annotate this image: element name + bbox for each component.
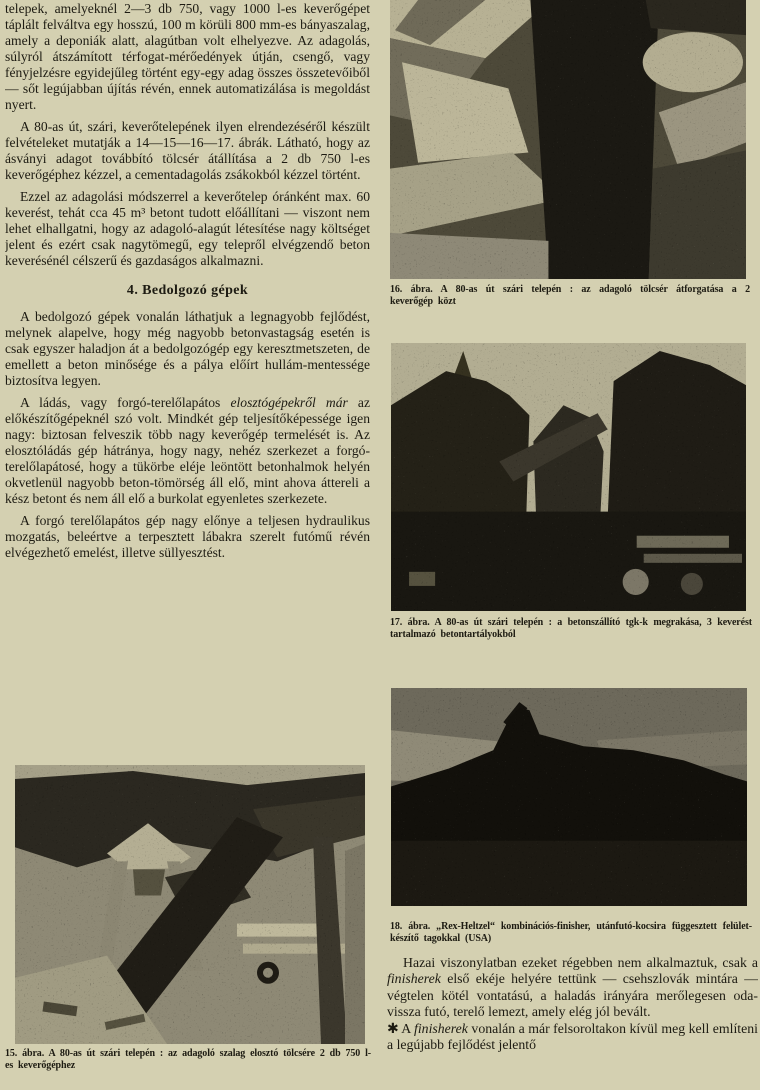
- figure-18-photo: [391, 688, 747, 906]
- body-paragraph: [5, 395, 370, 507]
- body-paragraph: [5, 119, 370, 183]
- paragraph-text-italic: finisherek: [387, 971, 441, 987]
- section-heading: 4. Bedolgozó gépek: [126, 283, 249, 298]
- figure-17-photo-art: [391, 343, 746, 611]
- figure-18-photo-art: [391, 688, 747, 906]
- figure-16-photo: [390, 0, 746, 279]
- body-paragraph: [5, 513, 370, 561]
- body-paragraph: [387, 955, 758, 1021]
- paragraph-text: Hazai viszonylatban ezeket régebben nem alkalmaztuk, csak a: [403, 955, 758, 970]
- figure-15-photo-art: [15, 765, 365, 1044]
- figure-16-photo-art: [390, 0, 746, 279]
- figure-16-caption: 16. ábra. A 80-as út szári telepén : az adagoló tölcsér átforgatása a 2 keverőgép közt: [390, 284, 750, 307]
- paragraph-text: ✱ A: [387, 1020, 415, 1036]
- paragraph-text: telepek, amelyeknél 2—3 db 750, vagy 1000 l-es keverőgépet táplált felváltva egy hosszú, 100 m körüli 800 mm-es bányaszalag, amely a deponiák alatt, alagútban volt elhelyezve. Az adagolás, súlyról átszámított térfogat-mérőedények útján, csengő, vagy fényjelzésre egyidejűleg történt egy-egy adag összes összetevőiből — sőt legújabban újítás révén, ennek automatizálása is megoldást nyert.: [5, 1, 370, 112]
- paragraph-text: Ezzel az adagolási módszerrel a keverőtelep óránként max. 60 keverést, tehát cca 45 m³ betont tudott előállítani — viszont nem lehet elhallgatni, hogy az adagoló-alagút létesítése nagy költséget jelent és ezért csak nagytömegű, egy telepről elvégzendő beton keverésénél célszerű és gazdaságos alkalmazni.: [5, 189, 370, 268]
- paragraph-text: A bedolgozó gépek vonalán láthatjuk a legnagyobb fejlődést, melynek alapelve, hogy még nagyobb betonvastagság esetén is csak egyszer haladjon át a bedolgozógép egy keresztmetszeten, de emellett a beton minősége és a pálya előírt hullám-mentessége biztosítva legyen.: [5, 309, 370, 388]
- body-paragraph: [5, 1, 370, 113]
- footnote-paragraph: [387, 1021, 758, 1054]
- figure-18-caption: 18. ábra. „Rex-Heltzel“ kombinációs-finisher, utánfutó-kocsira függesztett felület-készítő tagokkal (USA): [390, 921, 752, 944]
- figure-17-photo: [391, 343, 746, 611]
- figure-15-photo: [15, 765, 365, 1044]
- paragraph-text-italic: elosztógépekről már: [230, 395, 348, 410]
- body-paragraph: [5, 189, 370, 269]
- paragraph-text: A forgó terelőlapátos gép nagy előnye a teljesen hydraulikus mozgatás, beleértve a terpesztett lábakra szerelt futómű révén elvégezhető emelést, illetve süllyesztést.: [5, 513, 370, 560]
- paragraph-text-italic: finisherek: [414, 1020, 468, 1036]
- paragraph-text: első ekéje helyére tettünk — csehszlovák mintára — végtelen kötél vontatású, a haladás irányára merőlegesen oda-vissza futó, terelő lemezt, amely elég jól bevált.: [387, 971, 758, 1020]
- figure-15-caption: 15. ábra. A 80-as út szári telepén : az adagoló szalag elosztó tölcsére 2 db 750 l-es keverőgéphez: [5, 1048, 371, 1071]
- paragraph-text: A ládás, vagy forgó-terelőlapátos: [20, 395, 231, 410]
- right-column-text: [387, 955, 758, 1090]
- paragraph-text: az előkészítőgépeknél szó volt. Mindkét gép teljesítőképessége igen nagy: biztosan felveszik több nagy keverőgép termelését is. Az elosztóládás gép hátránya, hogy nagy, nehéz szerkezet a forgó-terelőlapátosé, hogy a tükörbe eléje leöntött betonhalmok helyén okvetlenül nagyobb beton-tömörség áll elő, mint ahova áttereli a kész betont és nem áll elő a burkolat egyenletes szerkezete.: [5, 395, 370, 506]
- paragraph-text: A 80-as út, szári, keverőtelepének ilyen elrendezéséről készült felvételeket mutatják a 14—15—16—17. ábrák. Látható, hogy az ásványi adagot továbbító tölcsér átállítása a 2 db 750 l-es keverőgéphez kézzel, a cementadagolás zsákokból kézzel történt.: [5, 119, 370, 182]
- figure-17-caption: 17. ábra. A 80-as út szári telepén : a betonszállító tgk-k megrakása, 3 keverést tartalmazó betontartályokból: [390, 617, 752, 640]
- paragraph-text: vonalán a már felsoroltakon kívül meg kell említeni a legújabb fejlődést jelentő: [387, 1020, 758, 1053]
- body-paragraph: [5, 309, 370, 389]
- left-column: [5, 1, 370, 761]
